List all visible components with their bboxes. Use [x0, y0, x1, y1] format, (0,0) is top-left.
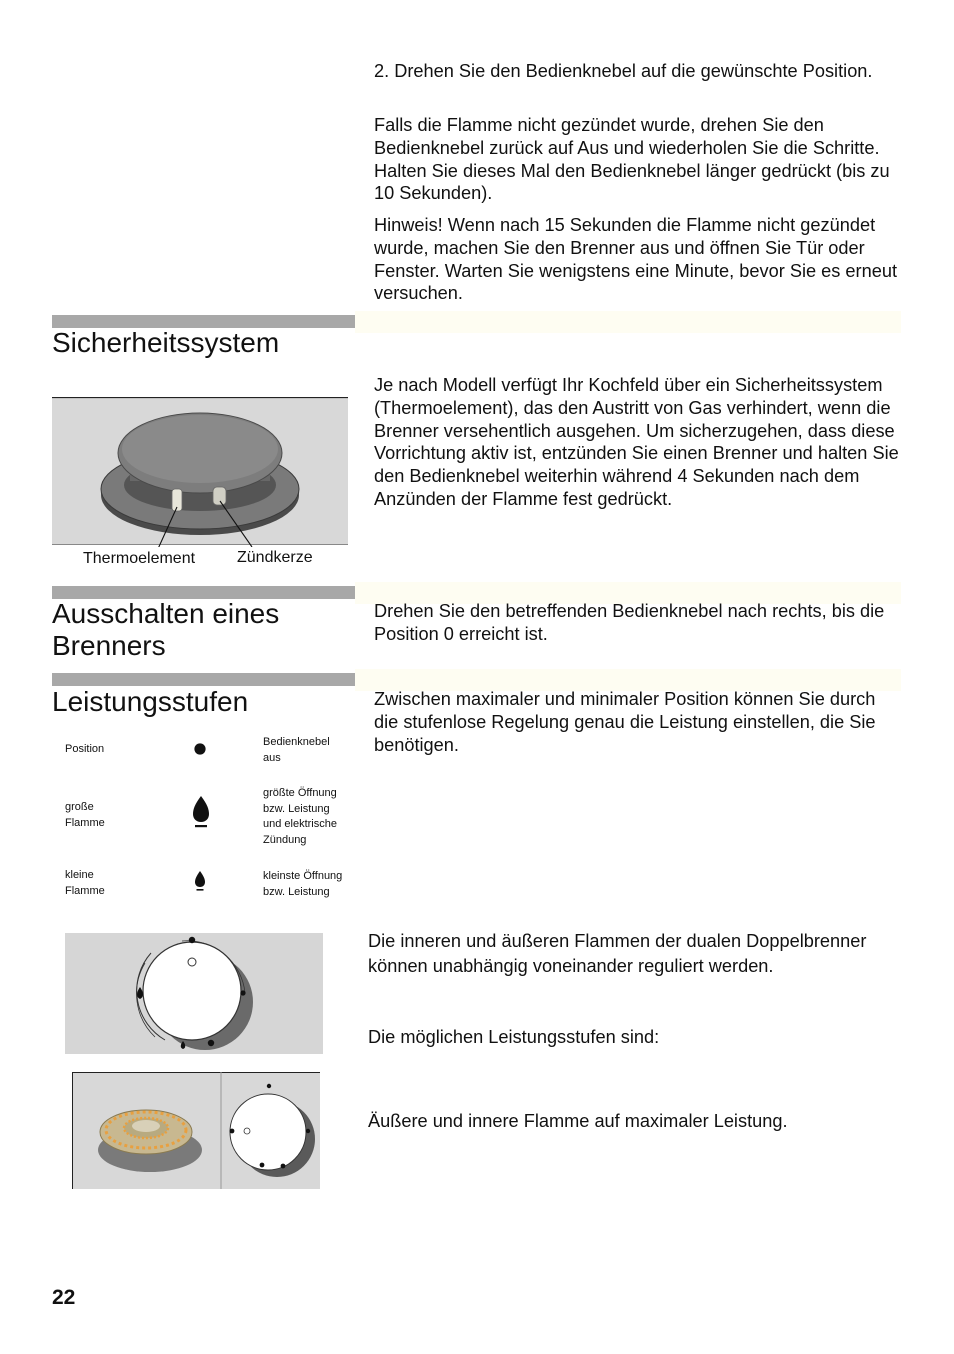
large-flame-icon: [190, 795, 212, 834]
levels-heading: Leistungsstufen: [52, 686, 249, 717]
page-number: 22: [52, 1286, 76, 1309]
dual-text: Die inneren und äußeren Flammen der dualen Doppelbrenner können unabhängig voneinander reguliert werden.: [368, 931, 867, 976]
off-heading-line2: Brenners: [52, 630, 166, 661]
dual-knob-illustration: [65, 933, 323, 1054]
row-position-left: Position: [65, 743, 105, 755]
safety-text: Je nach Modell verfügt Ihr Kochfeld über ein Sicherheitssystem (Thermoelement), das den Austritt von Gas verhindert, wenn die Brenner versehentlich ausgehen. Um sicherzugehen, dass diese Vorrichtung aktiv ist, entzünden Sie einen Brenner und halten Sie den Bedienknebel weiterhin während 4 Sekunden nach dem Anzünden der Flamme fest gedrückt.: [374, 375, 899, 509]
row-large-flame-right: größte Öffnung bzw. Leistung und elektrische Zündung: [263, 787, 337, 846]
safety-heading: Sicherheitssystem: [52, 327, 280, 358]
off-heading-line1: Ausschalten eines: [52, 598, 280, 629]
row-small-flame-right: kleinste Öffnung bzw. Leistung: [263, 870, 343, 898]
max-power-text: Äußere und innere Flamme auf maximaler Leistung.: [368, 1111, 788, 1131]
small-flame-icon: [193, 870, 207, 897]
section-highlight: [355, 311, 901, 333]
row-large-flame-left: große Flamme: [65, 801, 105, 829]
row-small-flame-left: kleine Flamme: [65, 869, 105, 897]
thermoelement-label: Thermoelement: [83, 550, 196, 567]
section-divider: [52, 673, 355, 686]
burner-illustration: [52, 397, 348, 547]
row-position-right: Bedienknebel aus: [263, 736, 330, 764]
retry-text: Falls die Flamme nicht gezündet wurde, drehen Sie den Bedienknebel zurück auf Aus und wiederholen Sie die Schritte. Halten Sie dieses Mal den Bedienknebel länger gedrückt (bis zu 10 Sekunden).: [374, 115, 890, 204]
max-power-illustration: [72, 1072, 320, 1189]
spark-plug-label: Zündkerze: [237, 549, 313, 566]
levels-intro-text: Die möglichen Leistungsstufen sind:: [368, 1027, 660, 1047]
dot-icon: [193, 742, 207, 761]
off-text: Drehen Sie den betreffenden Bedienknebel nach rechts, bis die Position 0 erreicht ist.: [374, 601, 885, 644]
note-text: Hinweis! Wenn nach 15 Sekunden die Flamme nicht gezündet wurde, machen Sie den Brenner aus und öffnen Sie Tür oder Fenster. Warten Sie wenigstens eine Minute, bevor Sie es erneut versuchen.: [374, 215, 897, 304]
levels-text: Zwischen maximaler und minimaler Position können Sie durch die stufenlose Regelung genau die Leistung einstellen, die Sie benötigen.: [374, 689, 876, 755]
step-2-text: 2. Drehen Sie den Bedienknebel auf die gewünschte Position.: [374, 61, 873, 81]
